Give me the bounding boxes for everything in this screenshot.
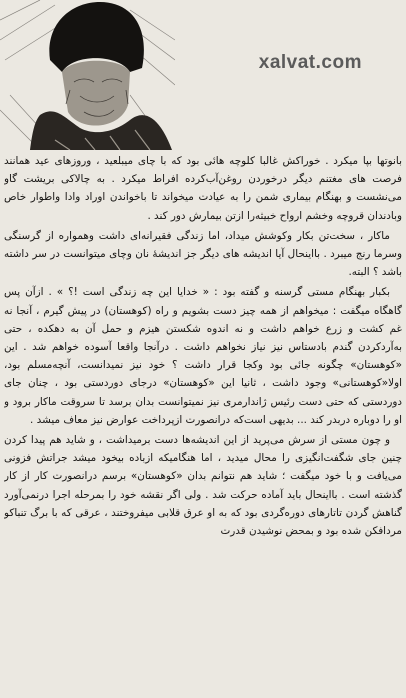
- paragraph: و چون مستی از سرش می‌پرید از این اندیشه‌ها دست برمیداشت ، و شاید هم پیدا کردن چنین جای شگفت‌انگیزی را محال میدید ، اما هنگامیکه ازباده بیخود میشد جراتش فزونی می‌یافت و با خود میگفت ؛ شاید هم نتوانم بدان «کوهستان» برسم درانصورت کار از کار گذشته است . بااینحال باید آماده حرکت شد . ولی اگر نقشه خود را بمرحله اجرا درنمی‌آورد گناهش گردن تاتارهای دوره‌گردی بود که به او عرق قلابی میفروختند ، عرقی که با برگ تنباکو مردافکن شده بود و بمحض نوشیدن قدرت: [4, 434, 402, 538]
- watermark: xalvat.com: [258, 52, 362, 73]
- paragraph: بکبار بهنگام مستی گرسنه و گفته بود : « خدایا این چه زندگی است !؟ » . ازآن پس گاهگاه میگفت : میخواهم از همه چیز دست بشویم و راه (کوهستان) در پیش گیرم ، آنجا نه غم کشت و زرع خواهم داشت و نه اندوه شکستن هیزم و حمل آن به دهکده ، حتی به‌آردکردن گندم بادستاس نیز نیاز نخواهم داشت . درآنجا واقعا آسوده خواهم شد . این «کوهستان» چگونه جائی بود وکجا قرار داشت ؟ خود نیز نمیدانست، آنچه‌مسلم بود، اولا«کوهستانی» وجود داشت ، ثانیا این «کوهستان» درجای دوردستی بود ، چنان جای دوردستی که حتی دست رئیس ژاندارمری نیز نمیتوانست بدان برسد تا سروقت ماکار برود و او را دوباره دربدر کند ... بدیهی است‌که درانصورت ازپرداخت عوارض نیز معاف میشد .: [4, 286, 402, 426]
- body-text: [4, 152, 402, 696]
- paragraph: ماکار ، سخت‌تن بکار وکوشش میداد، اما زندگی فقیرانه‌ای داشت وهمواره از گرسنگی وسرما رنج میبرد . بااینحال آیا اندیشه های دیگر جز اندیشهٔ نان وچای میتوانست در سر داشته باشد ؟ البته.: [4, 229, 402, 279]
- portrait-illustration: [0, 0, 175, 150]
- paragraph: بانوتها بپا میکرد . خوراکش غالبا کلوچه هائی بود که با چای میبلعید ، وروزهای عید همانند فرصت های مغتنم دیگر درخوردن روغن‌آب‌کرده افراط میکرد . به چالاکی بریشت گاو می‌نشست و بهنگام بیماری شمن را به عیادت میخواند تا باخواندن اوراد وادا واطوار خاص وبادندان قروچه وخشم ارواح خبیثه‌را ازتن بیمارش دور کند .: [4, 155, 402, 222]
